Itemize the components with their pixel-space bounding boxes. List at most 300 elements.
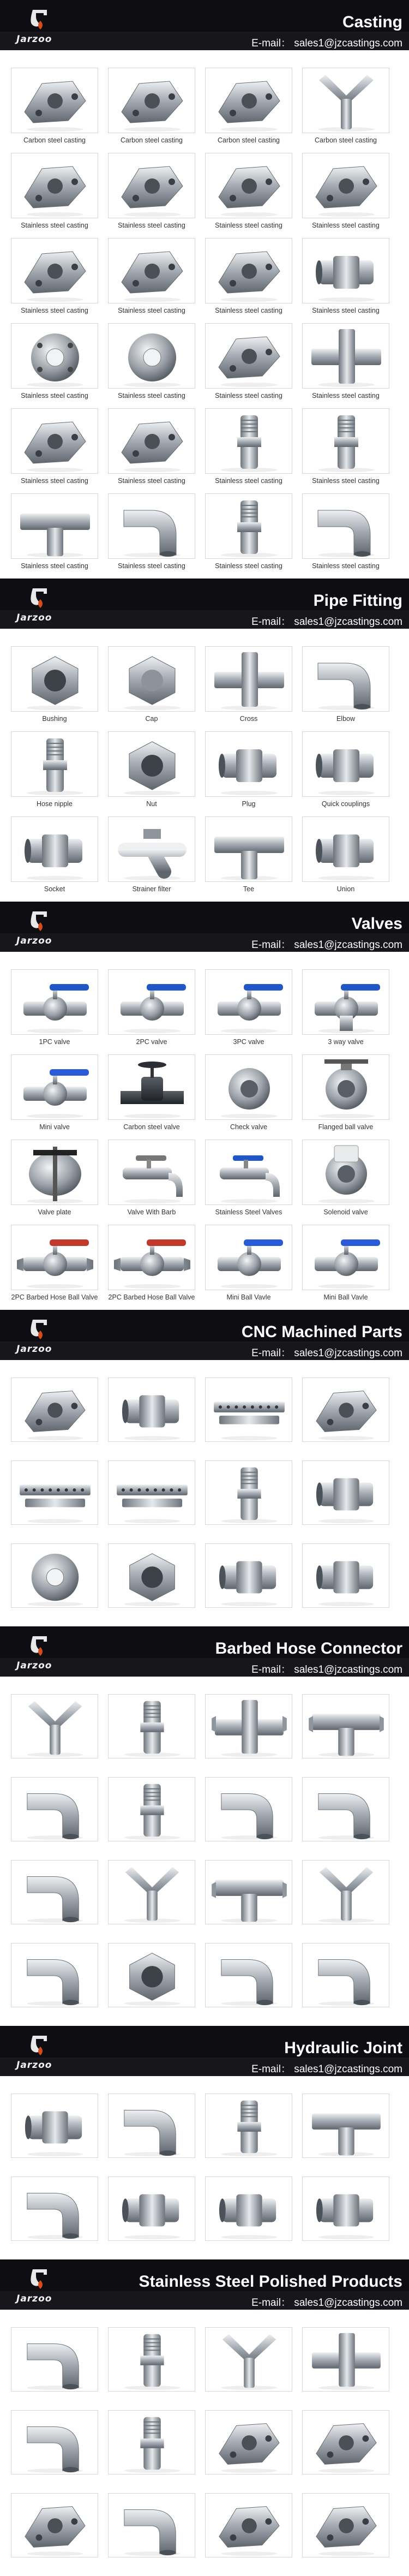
product-thumbnail[interactable] — [205, 323, 292, 389]
elbow-barb-icon — [11, 1943, 98, 2007]
product-card[interactable] — [302, 2327, 389, 2410]
product-thumbnail[interactable] — [302, 1777, 389, 1841]
polished-stand-icon — [109, 2411, 195, 2474]
product-card[interactable] — [302, 731, 389, 816]
product-card[interactable] — [108, 153, 195, 238]
product-card[interactable] — [205, 323, 292, 408]
product-card[interactable] — [11, 969, 98, 1054]
product-thumbnail[interactable] — [108, 2177, 195, 2241]
product-thumbnail[interactable] — [11, 1225, 98, 1290]
hydraulic-elbow-icon — [109, 2094, 195, 2158]
product-card[interactable] — [302, 68, 389, 153]
product-card[interactable] — [302, 646, 389, 731]
product-card[interactable] — [302, 323, 389, 408]
logo-drop-icon — [28, 2034, 51, 2056]
logo-wordmark: Jarzoo — [16, 2293, 52, 2304]
flanged-valve-icon — [303, 1055, 389, 1120]
product-thumbnail[interactable] — [108, 1460, 195, 1525]
product-card[interactable] — [108, 2493, 195, 2576]
product-caption: Stainless steel casting — [118, 307, 185, 314]
product-thumbnail[interactable] — [11, 68, 98, 133]
product-card[interactable] — [205, 153, 292, 238]
product-thumbnail[interactable] — [11, 2094, 98, 2158]
product-caption: Stainless steel casting — [215, 307, 282, 314]
product-card[interactable] — [205, 1860, 292, 1943]
product-caption: Stainless steel casting — [118, 477, 185, 485]
product-thumbnail[interactable] — [108, 1543, 195, 1608]
product-thumbnail[interactable] — [108, 1378, 195, 1442]
product-card[interactable] — [302, 408, 389, 493]
cross-body-icon — [303, 324, 389, 389]
product-thumbnail[interactable] — [302, 1694, 389, 1758]
bracket-part-icon — [11, 153, 98, 218]
product-card[interactable] — [108, 238, 195, 323]
product-caption: Stainless steel casting — [21, 307, 88, 314]
product-thumbnail[interactable] — [302, 1543, 389, 1608]
product-thumbnail[interactable] — [11, 2493, 98, 2557]
product-thumbnail[interactable] — [108, 408, 195, 474]
product-card[interactable] — [205, 731, 292, 816]
product-thumbnail[interactable] — [205, 493, 292, 559]
product-thumbnail[interactable] — [108, 493, 195, 559]
bell-part-icon — [109, 409, 195, 474]
product-thumbnail[interactable] — [205, 1543, 292, 1608]
nut-icon — [109, 732, 195, 797]
ball-valve-icon — [109, 970, 195, 1035]
product-card[interactable] — [302, 1694, 389, 1777]
flange-part-icon — [11, 324, 98, 389]
section-banner — [0, 1626, 409, 1686]
product-caption: Carbon steel casting — [121, 136, 183, 144]
product-card[interactable] — [108, 969, 195, 1054]
hydraulic-union-icon — [11, 2094, 98, 2158]
product-thumbnail[interactable] — [302, 323, 389, 389]
product-thumbnail[interactable] — [205, 646, 292, 712]
product-thumbnail[interactable] — [302, 2493, 389, 2557]
section-email: E-mail： sales1@jzcastings.com — [251, 2064, 402, 2075]
product-thumbnail[interactable] — [108, 323, 195, 389]
product-card[interactable] — [205, 1777, 292, 1860]
product-card[interactable] — [302, 1460, 389, 1543]
product-thumbnail[interactable] — [108, 969, 195, 1035]
product-thumbnail[interactable] — [205, 1777, 292, 1841]
product-card[interactable] — [205, 1378, 292, 1460]
product-thumbnail[interactable] — [108, 2493, 195, 2557]
section-title: CNC Machined Parts — [241, 1323, 402, 1341]
product-caption: Mini Ball Vavle — [226, 1293, 271, 1301]
product-thumbnail[interactable] — [205, 1378, 292, 1442]
product-caption: Stainless steel casting — [312, 307, 380, 314]
product-card[interactable] — [108, 1378, 195, 1460]
product-card[interactable] — [11, 646, 98, 731]
solenoid-valve-icon — [303, 1140, 389, 1205]
section-banner — [0, 0, 409, 60]
product-thumbnail[interactable] — [11, 816, 98, 882]
polished-post-icon — [109, 2328, 195, 2392]
product-card[interactable] — [108, 493, 195, 579]
product-thumbnail[interactable] — [302, 646, 389, 712]
product-caption: Stainless steel casting — [312, 392, 380, 399]
product-thumbnail[interactable] — [11, 1777, 98, 1841]
hydraulic-elbow-icon — [11, 2177, 98, 2241]
product-card[interactable] — [11, 2177, 98, 2259]
product-card[interactable] — [205, 408, 292, 493]
barb-valve-icon — [109, 1140, 195, 1205]
shaft-icon — [206, 1461, 292, 1525]
product-card[interactable] — [11, 1225, 98, 1310]
product-thumbnail[interactable] — [108, 731, 195, 797]
product-thumbnail[interactable] — [108, 238, 195, 303]
logo-drop-icon — [28, 1317, 51, 1340]
product-thumbnail[interactable] — [302, 2327, 389, 2392]
product-thumbnail[interactable] — [205, 1054, 292, 1120]
banner-stripe — [0, 1677, 409, 1686]
logo-wordmark: Jarzoo — [16, 612, 52, 623]
section-email: E-mail： sales1@jzcastings.com — [251, 939, 402, 951]
product-card[interactable] — [302, 816, 389, 902]
banner-stripe — [0, 50, 409, 60]
product-caption: Tee — [243, 885, 255, 893]
product-thumbnail[interactable] — [11, 1140, 98, 1205]
product-thumbnail[interactable] — [11, 2177, 98, 2241]
product-card[interactable] — [11, 731, 98, 816]
product-card[interactable] — [11, 2327, 98, 2410]
product-caption: Cross — [239, 715, 258, 723]
product-card[interactable] — [11, 1943, 98, 2026]
product-thumbnail[interactable] — [11, 153, 98, 218]
product-card[interactable] — [108, 1140, 195, 1225]
product-card[interactable] — [11, 238, 98, 323]
product-card[interactable] — [302, 2177, 389, 2259]
product-card[interactable] — [108, 408, 195, 493]
product-thumbnail[interactable] — [11, 1054, 98, 1120]
product-card[interactable] — [11, 1378, 98, 1460]
product-thumbnail[interactable] — [205, 1860, 292, 1924]
elbow-casting-icon — [109, 494, 195, 559]
product-card[interactable] — [108, 2177, 195, 2259]
product-thumbnail[interactable] — [11, 238, 98, 303]
product-card[interactable] — [11, 1054, 98, 1140]
polished-hinge-icon — [206, 2494, 292, 2557]
product-thumbnail[interactable] — [302, 238, 389, 303]
product-thumbnail[interactable] — [11, 1694, 98, 1758]
section-title: Pipe Fitting — [313, 592, 402, 610]
product-card[interactable] — [302, 1860, 389, 1943]
section-title: Casting — [342, 13, 402, 31]
product-thumbnail[interactable] — [205, 1943, 292, 2007]
product-card[interactable] — [302, 1225, 389, 1310]
product-card[interactable] — [11, 408, 98, 493]
product-card[interactable] — [108, 731, 195, 816]
hydraulic-fitting-icon — [206, 2177, 292, 2241]
product-thumbnail[interactable] — [11, 408, 98, 474]
product-thumbnail[interactable] — [205, 1694, 292, 1758]
product-card[interactable] — [205, 238, 292, 323]
product-card[interactable] — [108, 2327, 195, 2410]
product-card[interactable] — [108, 1694, 195, 1777]
product-card[interactable] — [302, 1777, 389, 1860]
product-caption: Stainless steel casting — [118, 392, 185, 399]
product-card[interactable] — [11, 2493, 98, 2576]
product-thumbnail[interactable] — [108, 153, 195, 218]
product-thumbnail[interactable] — [205, 1140, 292, 1205]
product-card[interactable] — [302, 969, 389, 1054]
clamp-part-icon — [206, 153, 292, 218]
product-card[interactable] — [11, 323, 98, 408]
product-thumbnail[interactable] — [205, 1460, 292, 1525]
product-thumbnail[interactable] — [205, 238, 292, 303]
product-thumbnail[interactable] — [108, 2410, 195, 2474]
product-thumbnail[interactable] — [205, 731, 292, 797]
logo-drop-icon — [28, 909, 51, 932]
product-card[interactable] — [11, 1460, 98, 1543]
valve-plate-icon — [11, 1140, 98, 1205]
polished-bend-icon — [11, 2411, 98, 2474]
product-grid — [0, 2319, 409, 2576]
product-card[interactable] — [108, 1943, 195, 2026]
product-card[interactable] — [205, 816, 292, 902]
product-thumbnail[interactable] — [108, 1860, 195, 1924]
product-caption: 2PC Barbed Hose Ball Valve — [11, 1293, 98, 1301]
product-card[interactable] — [108, 2094, 195, 2177]
wing-part-icon — [206, 238, 292, 303]
product-thumbnail[interactable] — [11, 2327, 98, 2392]
product-thumbnail[interactable] — [108, 1140, 195, 1205]
product-thumbnail[interactable] — [108, 1225, 195, 1290]
product-caption: Solenoid valve — [323, 1208, 368, 1216]
product-card[interactable] — [205, 646, 292, 731]
product-caption: Stainless steel casting — [312, 222, 380, 229]
product-thumbnail[interactable] — [11, 1543, 98, 1608]
product-thumbnail[interactable] — [11, 1460, 98, 1525]
socket-icon — [11, 817, 98, 882]
product-thumbnail[interactable] — [108, 68, 195, 133]
product-card[interactable] — [205, 1460, 292, 1543]
product-card[interactable] — [11, 153, 98, 238]
product-thumbnail[interactable] — [11, 493, 98, 559]
bar-pair-icon — [109, 1461, 195, 1525]
section-pipe-fitting — [0, 579, 409, 902]
product-thumbnail[interactable] — [302, 1943, 389, 2007]
product-thumbnail[interactable] — [302, 408, 389, 474]
jarzoo-logo — [16, 2034, 65, 2076]
polished-clamp-icon — [303, 2411, 389, 2474]
product-card[interactable] — [108, 1777, 195, 1860]
product-thumbnail[interactable] — [11, 323, 98, 389]
product-thumbnail[interactable] — [302, 1225, 389, 1290]
banner-stripe — [0, 952, 409, 962]
product-card[interactable] — [302, 1140, 389, 1225]
product-caption: Check valve — [230, 1123, 268, 1131]
product-thumbnail[interactable] — [302, 2094, 389, 2158]
product-card[interactable] — [205, 1943, 292, 2026]
product-grid — [0, 2086, 409, 2259]
product-card[interactable] — [302, 493, 389, 579]
product-caption: Stainless steel casting — [21, 392, 88, 399]
product-card[interactable] — [11, 1140, 98, 1225]
union-icon — [303, 817, 389, 882]
adapter-icon — [303, 1544, 389, 1608]
ring-tee-icon — [11, 494, 98, 559]
product-thumbnail[interactable] — [302, 2177, 389, 2241]
product-thumbnail[interactable] — [11, 1943, 98, 2007]
mini-ball-valve-icon — [303, 1225, 389, 1290]
product-card[interactable] — [302, 238, 389, 323]
section-banner — [0, 2026, 409, 2086]
product-thumbnail[interactable] — [205, 2493, 292, 2557]
product-card[interactable] — [11, 68, 98, 153]
product-thumbnail[interactable] — [302, 1140, 389, 1205]
product-card[interactable] — [11, 2094, 98, 2177]
product-card[interactable] — [205, 2327, 292, 2410]
product-thumbnail[interactable] — [108, 1694, 195, 1758]
section-email: E-mail： sales1@jzcastings.com — [251, 1664, 402, 1675]
product-card[interactable] — [11, 1543, 98, 1626]
product-card[interactable] — [11, 1694, 98, 1777]
polished-elbow-icon — [11, 2328, 98, 2392]
product-thumbnail[interactable] — [11, 646, 98, 712]
product-thumbnail[interactable] — [205, 969, 292, 1035]
product-thumbnail[interactable] — [205, 2177, 292, 2241]
product-thumbnail[interactable] — [302, 731, 389, 797]
product-card[interactable] — [205, 493, 292, 579]
tee-barb-icon — [303, 1695, 389, 1758]
product-card[interactable] — [205, 2493, 292, 2576]
tee-icon — [206, 817, 292, 882]
product-thumbnail[interactable] — [302, 493, 389, 559]
product-thumbnail[interactable] — [205, 153, 292, 218]
product-card[interactable] — [108, 2410, 195, 2493]
product-card[interactable] — [11, 816, 98, 902]
jarzoo-logo — [16, 8, 65, 50]
product-card[interactable] — [302, 153, 389, 238]
section-cnc-machined-parts — [0, 1310, 409, 1626]
product-card[interactable] — [205, 1225, 292, 1310]
product-thumbnail[interactable] — [108, 1943, 195, 2007]
product-thumbnail[interactable] — [108, 1054, 195, 1120]
product-card[interactable] — [108, 68, 195, 153]
product-thumbnail[interactable] — [11, 969, 98, 1035]
product-caption: 3 way valve — [328, 1038, 364, 1046]
product-card[interactable] — [205, 2177, 292, 2259]
product-card[interactable] — [302, 2094, 389, 2177]
lever-part-icon — [11, 68, 98, 133]
product-card[interactable] — [302, 1943, 389, 2026]
product-thumbnail[interactable] — [302, 68, 389, 133]
logo-wordmark: Jarzoo — [16, 34, 52, 45]
product-card[interactable] — [108, 1225, 195, 1310]
jarzoo-logo — [16, 2267, 65, 2310]
curved-barb-icon — [303, 1943, 389, 2007]
product-card[interactable] — [302, 2493, 389, 2576]
product-card[interactable] — [108, 816, 195, 902]
product-card[interactable] — [205, 1140, 292, 1225]
product-thumbnail[interactable] — [11, 1378, 98, 1442]
product-thumbnail[interactable] — [302, 816, 389, 882]
product-card[interactable] — [302, 1543, 389, 1626]
housing-part-icon — [303, 153, 389, 218]
faucet-valve-icon — [206, 1140, 292, 1205]
product-thumbnail[interactable] — [11, 1860, 98, 1924]
product-card[interactable] — [205, 1054, 292, 1140]
spike-part-icon — [303, 409, 389, 474]
sleeve-icon — [303, 1461, 389, 1525]
product-thumbnail[interactable] — [302, 153, 389, 218]
product-card[interactable] — [205, 969, 292, 1054]
product-card[interactable] — [302, 1054, 389, 1140]
arm-part-icon — [206, 68, 292, 133]
product-thumbnail[interactable] — [108, 816, 195, 882]
product-thumbnail[interactable] — [302, 1054, 389, 1120]
product-card[interactable] — [108, 1054, 195, 1140]
fork-part-icon — [303, 68, 389, 133]
product-card[interactable] — [11, 1777, 98, 1860]
product-thumbnail[interactable] — [108, 646, 195, 712]
logo-drop-icon — [28, 8, 51, 31]
product-caption: 2PC Barbed Hose Ball Valve — [108, 1293, 195, 1301]
plug-icon — [206, 732, 292, 797]
product-thumbnail[interactable] — [108, 1777, 195, 1841]
product-thumbnail[interactable] — [205, 68, 292, 133]
product-thumbnail[interactable] — [205, 2094, 292, 2158]
product-thumbnail[interactable] — [205, 816, 292, 882]
product-thumbnail[interactable] — [11, 2410, 98, 2474]
product-thumbnail[interactable] — [108, 2094, 195, 2158]
product-thumbnail[interactable] — [11, 731, 98, 797]
strainer-icon — [109, 817, 195, 882]
product-card[interactable] — [11, 1860, 98, 1943]
elbow-barb-icon — [206, 1778, 292, 1841]
product-caption: Stainless steel casting — [215, 477, 282, 485]
product-thumbnail[interactable] — [302, 1460, 389, 1525]
product-card[interactable] — [108, 323, 195, 408]
hose-nipple-icon — [11, 732, 98, 797]
product-thumbnail[interactable] — [108, 2327, 195, 2392]
product-thumbnail[interactable] — [205, 1225, 292, 1290]
product-thumbnail[interactable] — [302, 2410, 389, 2474]
glass-spider-icon — [206, 2328, 292, 2392]
product-thumbnail[interactable] — [302, 1860, 389, 1924]
product-card[interactable] — [108, 1460, 195, 1543]
jarzoo-logo — [16, 586, 65, 629]
product-card[interactable] — [205, 2094, 292, 2177]
section-banner — [0, 1310, 409, 1370]
product-card[interactable] — [205, 1694, 292, 1777]
product-thumbnail[interactable] — [302, 1378, 389, 1442]
product-thumbnail[interactable] — [205, 2327, 292, 2392]
product-card[interactable] — [108, 646, 195, 731]
product-card[interactable] — [11, 2410, 98, 2493]
product-card[interactable] — [11, 493, 98, 579]
product-caption: Bushing — [42, 715, 67, 723]
product-card[interactable] — [302, 2410, 389, 2493]
product-card[interactable] — [205, 2410, 292, 2493]
product-card[interactable] — [205, 1543, 292, 1626]
product-thumbnail[interactable] — [205, 2410, 292, 2474]
product-thumbnail[interactable] — [302, 969, 389, 1035]
product-card[interactable] — [108, 1860, 195, 1943]
banner-stripe — [0, 2310, 409, 2319]
polished-hook-icon — [109, 2494, 195, 2557]
product-caption: Stainless steel casting — [21, 477, 88, 485]
product-card[interactable] — [108, 1543, 195, 1626]
product-card[interactable] — [205, 68, 292, 153]
check-valve-icon — [206, 1055, 292, 1120]
product-thumbnail[interactable] — [205, 408, 292, 474]
product-card[interactable] — [302, 1378, 389, 1460]
product-caption: Plug — [242, 800, 256, 808]
logo-drop-icon — [28, 2267, 51, 2290]
